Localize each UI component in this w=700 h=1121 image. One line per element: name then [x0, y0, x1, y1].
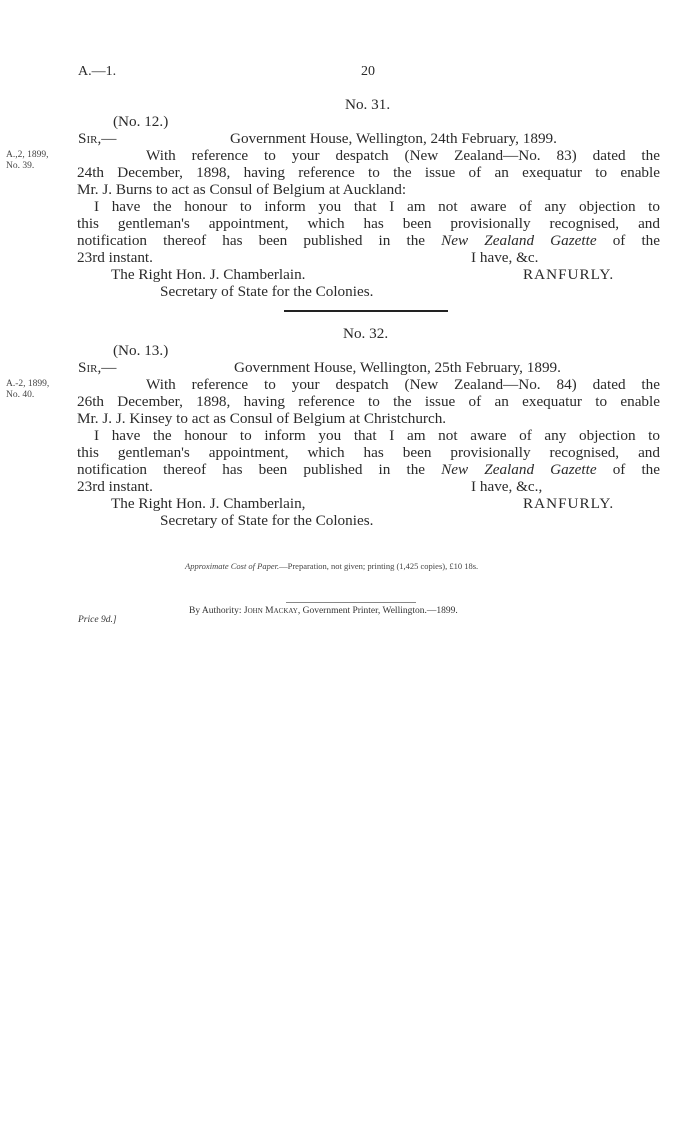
- closing: I have, &c.: [471, 249, 539, 266]
- salutation: Sir,—: [78, 130, 117, 147]
- body-line-notification: [77, 461, 660, 478]
- salutation: Sir,—: [78, 359, 117, 376]
- cost-text: —Preparation, not given; printing (1,425 copies), £10 18s.: [279, 561, 479, 571]
- body-line: With reference to your despatch (New Zealand—No. 84) dated the: [146, 376, 660, 393]
- margin-reference: No. 40.: [6, 390, 35, 400]
- page-series: A.—1.: [78, 64, 117, 79]
- authority-text: , Government Printer, Wellington.—1899.: [297, 606, 458, 616]
- office-title: Secretary of State for the Colonies.: [160, 512, 374, 529]
- instant-line: 23rd instant.: [77, 478, 153, 495]
- body-line: I have the honour to inform you that I am not aware of any objection to: [94, 198, 660, 215]
- body-line: I have the honour to inform you that I am not aware of any objection to: [94, 427, 660, 444]
- printer-name: John Mackay: [243, 606, 298, 616]
- dateline: Government House, Wellington, 25th February, 1899.: [234, 359, 561, 376]
- notification-text: notification thereof has been published in the: [77, 461, 426, 478]
- body-line: this gentleman's appointment, which has been provisionally recognised, and: [77, 444, 660, 461]
- footer-rule: [286, 602, 416, 603]
- body-line: 24th December, 1898, having reference to the issue of an exequatur to enable: [77, 164, 660, 181]
- body-line: this gentleman's appointment, which has been provisionally recognised, and: [77, 215, 660, 232]
- letter-heading: No. 32.: [343, 325, 389, 342]
- authority-line: [189, 606, 458, 616]
- margin-reference: No. 39.: [6, 161, 35, 171]
- body-line: With reference to your despatch (New Zealand—No. 83) dated the: [146, 147, 660, 164]
- gazette-title: New Zealand Gazette: [441, 461, 597, 478]
- signature: RANFURLY.: [523, 266, 615, 283]
- instant-line: 23rd instant.: [77, 249, 153, 266]
- inner-number: (No. 13.): [113, 342, 169, 359]
- authority-text: By Authority:: [189, 606, 242, 616]
- price: Price 9d.]: [78, 615, 117, 625]
- dateline: Government House, Wellington, 24th February, 1899.: [230, 130, 557, 147]
- addressee: The Right Hon. J. Chamberlain.: [111, 266, 306, 283]
- notification-text: notification thereof has been published in the: [77, 232, 426, 249]
- margin-reference: A.-2, 1899,: [6, 379, 50, 389]
- notification-text: of the: [612, 461, 661, 478]
- body-line-notification: [77, 232, 660, 249]
- cost-label: Approximate Cost of Paper.: [185, 561, 280, 571]
- notification-text: of the: [612, 232, 661, 249]
- body-line: Mr. J. Burns to act as Consul of Belgium at Auckland:: [77, 181, 407, 198]
- body-line: Mr. J. J. Kinsey to act as Consul of Belgium at Christchurch.: [77, 410, 447, 427]
- letter-heading: No. 31.: [345, 96, 391, 113]
- office-title: Secretary of State for the Colonies.: [160, 283, 374, 300]
- addressee: The Right Hon. J. Chamberlain,: [111, 495, 306, 512]
- margin-reference: A.,2, 1899,: [6, 150, 49, 160]
- signature: RANFURLY.: [523, 495, 615, 512]
- closing: I have, &c.,: [471, 478, 543, 495]
- cost-note: [185, 561, 478, 571]
- section-divider: [284, 310, 448, 312]
- gazette-title: New Zealand Gazette: [441, 232, 597, 249]
- page-number: 20: [361, 64, 375, 79]
- inner-number: (No. 12.): [113, 113, 169, 130]
- body-line: 26th December, 1898, having reference to the issue of an exequatur to enable: [77, 393, 660, 410]
